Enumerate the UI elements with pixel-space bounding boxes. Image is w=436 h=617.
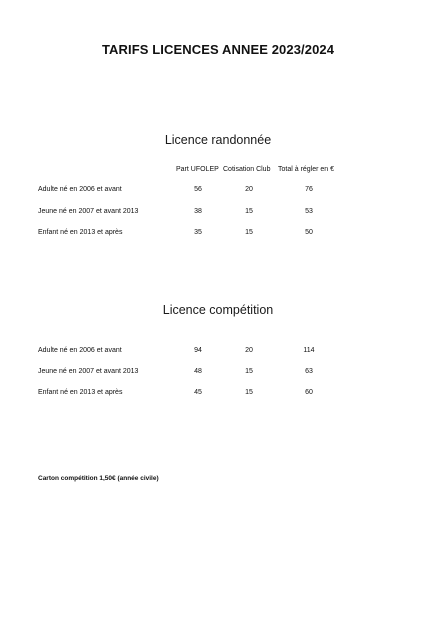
table-row [0, 368, 436, 378]
row-label: Enfant né en 2013 et après [38, 229, 123, 236]
part-ufolep-value: 48 [194, 368, 202, 375]
row-label: Jeune né en 2007 et avant 2013 [38, 208, 139, 215]
footer-note: Carton compétition 1,50€ (année civile) [38, 475, 159, 482]
total-value: 63 [305, 368, 313, 375]
total-value: 76 [305, 186, 313, 193]
row-label: Jeune né en 2007 et avant 2013 [38, 368, 139, 375]
total-value: 53 [305, 208, 313, 215]
part-ufolep-value: 38 [194, 208, 202, 215]
table-row [0, 229, 436, 239]
table-row [0, 208, 436, 218]
part-ufolep-value: 94 [194, 347, 202, 354]
document-title: TARIFS LICENCES ANNEE 2023/2024 [101, 42, 335, 57]
table-row [0, 347, 436, 357]
row-label: Enfant né en 2013 et après [38, 389, 123, 396]
column-header-part-ufolep: Part UFOLEP [176, 166, 219, 173]
total-value: 50 [305, 229, 313, 236]
part-ufolep-value: 56 [194, 186, 202, 193]
cotisation-club-value: 15 [245, 368, 253, 375]
column-header-cotisation-club: Cotisation Club [223, 166, 271, 173]
cotisation-club-value: 15 [245, 229, 253, 236]
total-value: 114 [303, 347, 315, 354]
part-ufolep-value: 45 [194, 389, 202, 396]
cotisation-club-value: 15 [245, 389, 253, 396]
part-ufolep-value: 35 [194, 229, 202, 236]
row-label: Adulte né en 2006 et avant [38, 186, 122, 193]
cotisation-club-value: 20 [245, 347, 253, 354]
cotisation-club-value: 15 [245, 208, 253, 215]
section-title-randonnee: Licence randonnée [164, 133, 272, 147]
cotisation-club-value: 20 [245, 186, 253, 193]
row-label: Adulte né en 2006 et avant [38, 347, 122, 354]
table-row [0, 389, 436, 399]
total-value: 60 [305, 389, 313, 396]
column-header-total: Total à régler en € [278, 166, 335, 173]
table-row [0, 186, 436, 196]
section-title-competition: Licence compétition [162, 303, 274, 317]
